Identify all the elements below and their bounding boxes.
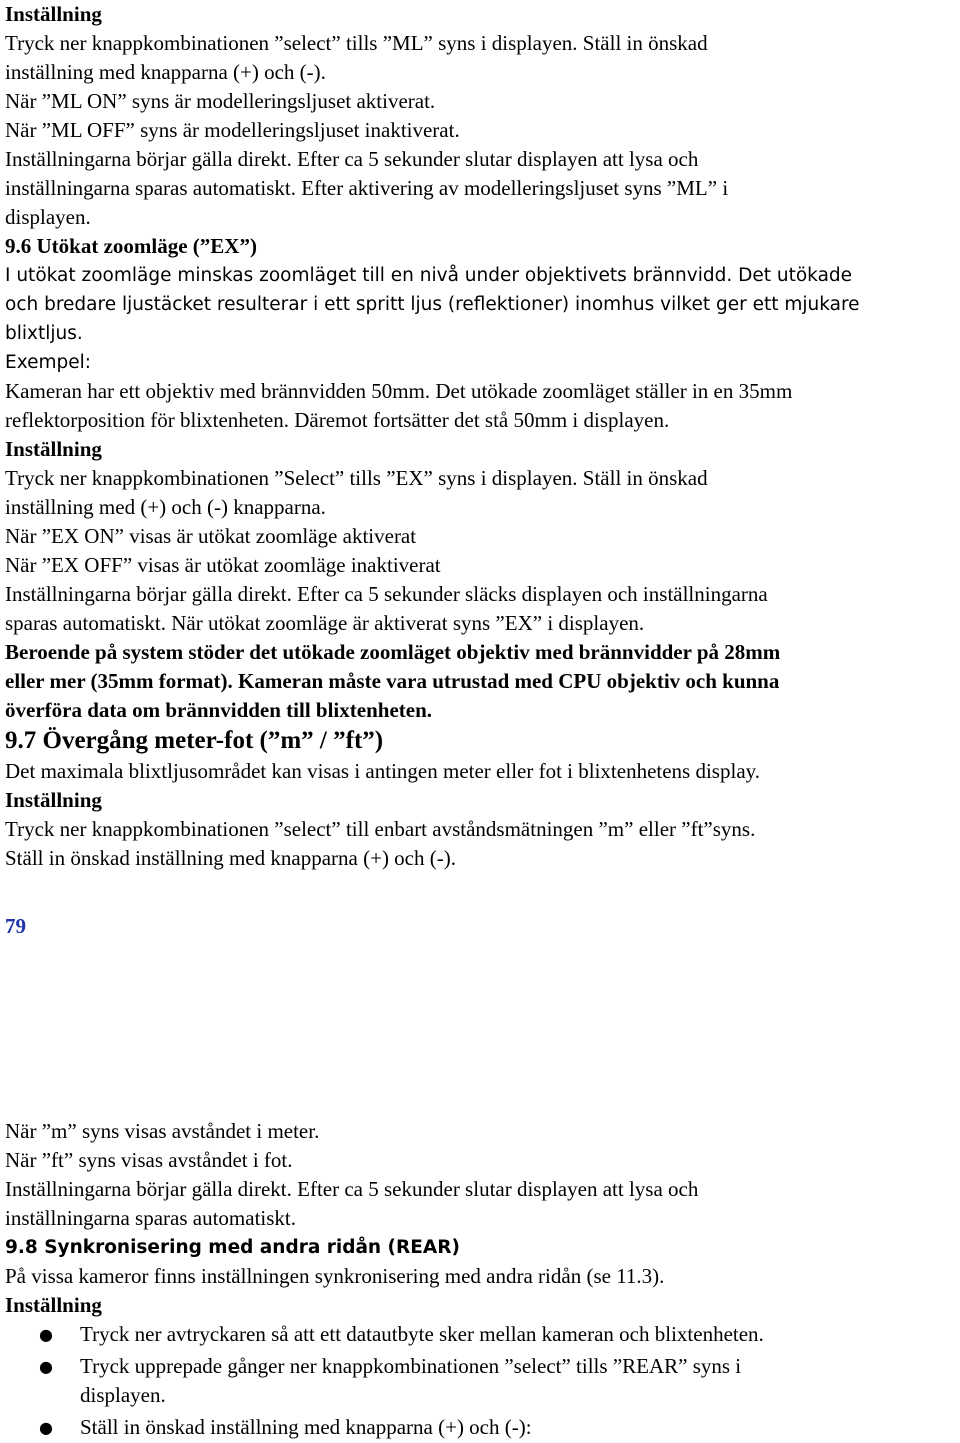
upper-line: inställning med knapparna (+) och (-). [5, 60, 326, 84]
upper-line: 9.7 Övergång meter-fot (”m” / ”ft”) [5, 727, 384, 754]
bullet-item [5, 1320, 957, 1349]
bullet-item [5, 1413, 957, 1442]
lower-line: Inställning [5, 1293, 102, 1317]
document-page [5, 0, 957, 1439]
lower-line: Inställningarna börjar gälla direkt. Efter ca 5 sekunder slutar displayen att lysa och [5, 1177, 699, 1201]
upper-line: Inställningarna börjar gälla direkt. Efter ca 5 sekunder släcks displayen och inställningarna [5, 582, 768, 606]
bullet-text-line: Tryck ner avtryckaren så att ett datautbyte sker mellan kameran och blixtenheten. [80, 1322, 764, 1346]
upper-line: eller mer (35mm format). Kameran måste vara utrustad med CPU objektiv och kunna [5, 669, 780, 693]
bullet-dot-icon: ● [39, 1418, 53, 1437]
upper-line: och bredare ljustäcket resulterar i ett spritt ljus (reflektioner) inomhus vilket ger ett mjukare [5, 294, 860, 315]
upper-line: sparas automatiskt. När utökat zoomläge är aktiverat syns ”EX” i displayen. [5, 611, 645, 635]
upper-line: Beroende på system stöder det utökade zoomläget objektiv med brännvidder på 28mm [5, 640, 781, 664]
upper-line: Det maximala blixtljusområdet kan visas i antingen meter eller fot i blixtenhetens display. [5, 759, 761, 783]
upper-line: Inställning [5, 437, 102, 461]
upper-line: reflektorposition för blixtenheten. Däremot fortsätter det stå 50mm i displayen. [5, 408, 670, 432]
bullet-text-line: displayen. [80, 1383, 166, 1407]
bullet-dot-icon: ● [39, 1325, 53, 1344]
upper-line: När ”ML ON” syns är modelleringsljuset aktiverat. [5, 89, 436, 113]
upper-line: När ”EX OFF” visas är utökat zoomläge inaktiverat [5, 553, 441, 577]
upper-line: inställning med (+) och (-) knapparna. [5, 495, 326, 519]
lower-line: inställningarna sparas automatiskt. [5, 1206, 297, 1230]
upper-line: Exempel: [5, 352, 91, 373]
lower-text-block [5, 1117, 957, 1442]
upper-line: Inställning [5, 788, 102, 812]
upper-line: I utökat zoomläge minskas zoomläget till en nivå under objektivets brännvidd. Det utökade [5, 265, 853, 286]
upper-line: inställningarna sparas automatiskt. Efter aktivering av modelleringsljuset syns ”ML” i [5, 176, 729, 200]
bullet-dot-icon: ● [39, 1357, 53, 1376]
upper-line: Ställ in önskad inställning med knapparna (+) och (-). [5, 846, 456, 870]
upper-line: Tryck ner knappkombinationen ”Select” tills ”EX” syns i displayen. Ställ in önskad [5, 466, 708, 490]
lower-line: När ”m” syns visas avståndet i meter. [5, 1119, 320, 1143]
upper-line: 9.6 Utökat zoomläge (”EX”) [5, 234, 257, 258]
bullet-item [5, 1352, 957, 1410]
upper-line: Inställningarna börjar gälla direkt. Efter ca 5 sekunder slutar displayen att lysa och [5, 147, 699, 171]
upper-line: Inställning [5, 2, 102, 26]
upper-line: Tryck ner knappkombinationen ”select” till enbart avståndsmätningen ”m” eller ”ft”syns. [5, 817, 756, 841]
upper-line: Tryck ner knappkombinationen ”select” tills ”ML” syns i displayen. Ställ in önskad [5, 31, 708, 55]
bullet-list [5, 1320, 957, 1442]
upper-line: När ”EX ON” visas är utökat zoomläge aktiverat [5, 524, 417, 548]
bullet-text-line: Ställ in önskad inställning med knapparna (+) och (-): [80, 1415, 532, 1439]
lower-line: På vissa kameror finns inställningen synkronisering med andra ridån (se 11.3). [5, 1264, 665, 1288]
lower-line: När ”ft” syns visas avståndet i fot. [5, 1148, 293, 1172]
upper-line: displayen. [5, 205, 91, 229]
upper-line: blixtljus. [5, 323, 83, 344]
upper-text-block [5, 0, 957, 873]
lower-line: 9.8 Synkronisering med andra ridån (REAR) [5, 1237, 460, 1258]
upper-line: Kameran har ett objektiv med brännvidden 50mm. Det utökade zoomläget ställer in en 35mm [5, 379, 793, 403]
page-number: 79 [5, 914, 26, 938]
bullet-text-line: Tryck upprepade gånger ner knappkombinationen ”select” tills ”REAR” syns i [80, 1354, 742, 1378]
upper-line: När ”ML OFF” syns är modelleringsljuset inaktiverat. [5, 118, 460, 142]
upper-line: överföra data om brännvidden till blixtenheten. [5, 698, 433, 722]
